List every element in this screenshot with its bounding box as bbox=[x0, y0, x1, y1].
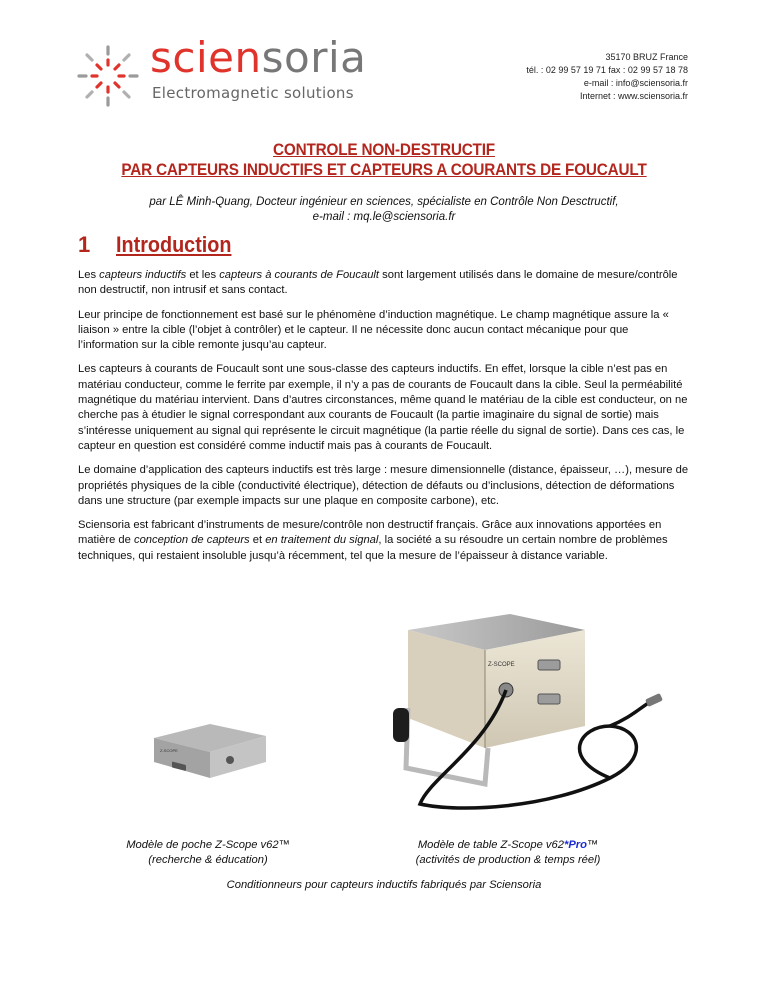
title-line-2: PAR CAPTEURS INDUCTIFS ET CAPTEURS A COURANTS DE FOUCAULT bbox=[121, 160, 647, 179]
caption-table-trademark: ™ bbox=[586, 839, 599, 851]
paragraph-1-text: et les bbox=[186, 269, 220, 281]
contact-address: 35170 BRUZ France bbox=[605, 52, 688, 62]
paragraph-1-text: Les bbox=[78, 269, 100, 281]
brand-name-part1: scien bbox=[150, 33, 262, 82]
paragraph-5-term-design: conception de capteurs bbox=[133, 534, 250, 547]
caption-table-line-2: (activités de production & temps réel) bbox=[415, 854, 601, 866]
paragraph-4: Le domaine d’application des capteurs inductifs est très large : mesure dimensionnelle (distance, épaisseur, …), mesure de propriétés physiques de la cible (conductivité électrique), détection de défauts ou d’inclusions, détection de déformations dans une structure (par exemple impacts sur une plaque en composite carbone), etc. bbox=[78, 464, 689, 507]
section-heading bbox=[78, 232, 244, 258]
contact-phone: tél. : 02 99 57 19 71 fax : 02 99 57 18 78 bbox=[526, 65, 688, 75]
paragraph-5-term-signal: en traitement du signal bbox=[265, 534, 379, 547]
caption-pocket-model bbox=[88, 838, 328, 868]
contact-block bbox=[526, 51, 688, 103]
paragraph-3: Les capteurs à courants de Foucault sont une sous-classe des capteurs inductifs. En effet, lorsque la cible n’est pas en matériau conducteur, comme le ferrite par exemple, il n’y a pas de courants de Foucault dans la cible. Seul la perméabilité magnétique du matériau intervient. Dans d’autres circonstances, même quand le matériau de la cible est conducteur, on ne cherche pas à étudier le signal correspondant aux courants de Foucault (la partie imaginaire du signal de sortie) mais s’intéresse uniquement au signal qui représente le circuit magnétique (la partie réelle du signal de sortie). Dans ces cas, le capteur en question est considéré comme inductif mais pas à courants de Foucault. bbox=[78, 363, 688, 452]
paragraph-5-text: , la société a su résoudre un certain nombre de problèmes techniques, qui restaient insoluble jusqu’à récemment, tel que la mesure de l’épaisseur à distance variable. bbox=[78, 534, 668, 562]
section-number: 1 bbox=[78, 232, 91, 257]
pocket-model-label: Z-SCOPE bbox=[160, 748, 178, 753]
paragraph-1-text: sont largement utilisés dans le domaine de mesure/contrôle non destructif, non intrusif et sans contact. bbox=[78, 269, 678, 297]
paragraph-1 bbox=[78, 268, 690, 299]
paragraph-5-text: et bbox=[249, 534, 266, 547]
caption-pocket-line-2: (recherche & éducation) bbox=[148, 854, 268, 866]
sciensoria-logo-icon bbox=[76, 44, 140, 108]
brand-name bbox=[150, 33, 367, 82]
author-email[interactable]: e-mail : mq.le@sciensoria.fr bbox=[312, 211, 456, 223]
brand-tagline: Electromagnetic solutions bbox=[152, 84, 354, 102]
pocket-model-photo bbox=[150, 718, 270, 786]
author-line: par LÊ Minh-Quang, Docteur ingénieur en sciences, spécialiste en Contrôle Non Desctructif, bbox=[149, 196, 619, 208]
caption-table-model-name: Modèle de table Z-Scope v62 bbox=[417, 839, 564, 851]
paragraph-2: Leur principe de fonctionnement est basé sur le phénomène d’induction magnétique. Le champ magnétique assure la « liaison » entre la cible (l’objet à contrôler) et le capteur. Il ne nécessite donc aucun contact mécanique pour que l’information sur la cible remonte jusqu’au capteur. bbox=[78, 308, 669, 352]
brand-name-part2: soria bbox=[261, 33, 367, 82]
title-line-1: CONTROLE NON-DESTRUCTIF bbox=[273, 140, 495, 159]
paragraph-5 bbox=[78, 518, 690, 564]
caption-table-line-1 bbox=[368, 838, 648, 853]
paragraph-1-term-eddy: capteurs à courants de Foucault bbox=[219, 269, 380, 281]
paragraph-1-term-inductive: capteurs inductifs bbox=[99, 269, 187, 281]
author-block bbox=[0, 195, 768, 225]
paragraph-5-text: Sciensoria est fabricant d’instruments de mesure/contrôle non destructif français. Grâce aux innovations apportées en matière de bbox=[78, 519, 662, 547]
contact-website[interactable]: Internet : www.sciensoria.fr bbox=[579, 91, 688, 101]
document-title bbox=[0, 140, 768, 180]
table-model-label: Z-SCOPE bbox=[488, 662, 515, 668]
table-model-photo bbox=[310, 608, 674, 820]
caption-pocket-line-1: Modèle de poche Z-Scope v62™ bbox=[126, 839, 290, 851]
section-title: Introduction bbox=[116, 232, 232, 257]
contact-email[interactable]: e-mail : info@sciensoria.fr bbox=[583, 78, 688, 88]
caption-table-pro-badge: *Pro bbox=[563, 839, 587, 851]
body-text bbox=[78, 268, 690, 573]
caption-table-model bbox=[368, 838, 648, 868]
figure-caption: Conditionneurs pour capteurs inductifs fabriqués par Sciensoria bbox=[226, 879, 542, 891]
